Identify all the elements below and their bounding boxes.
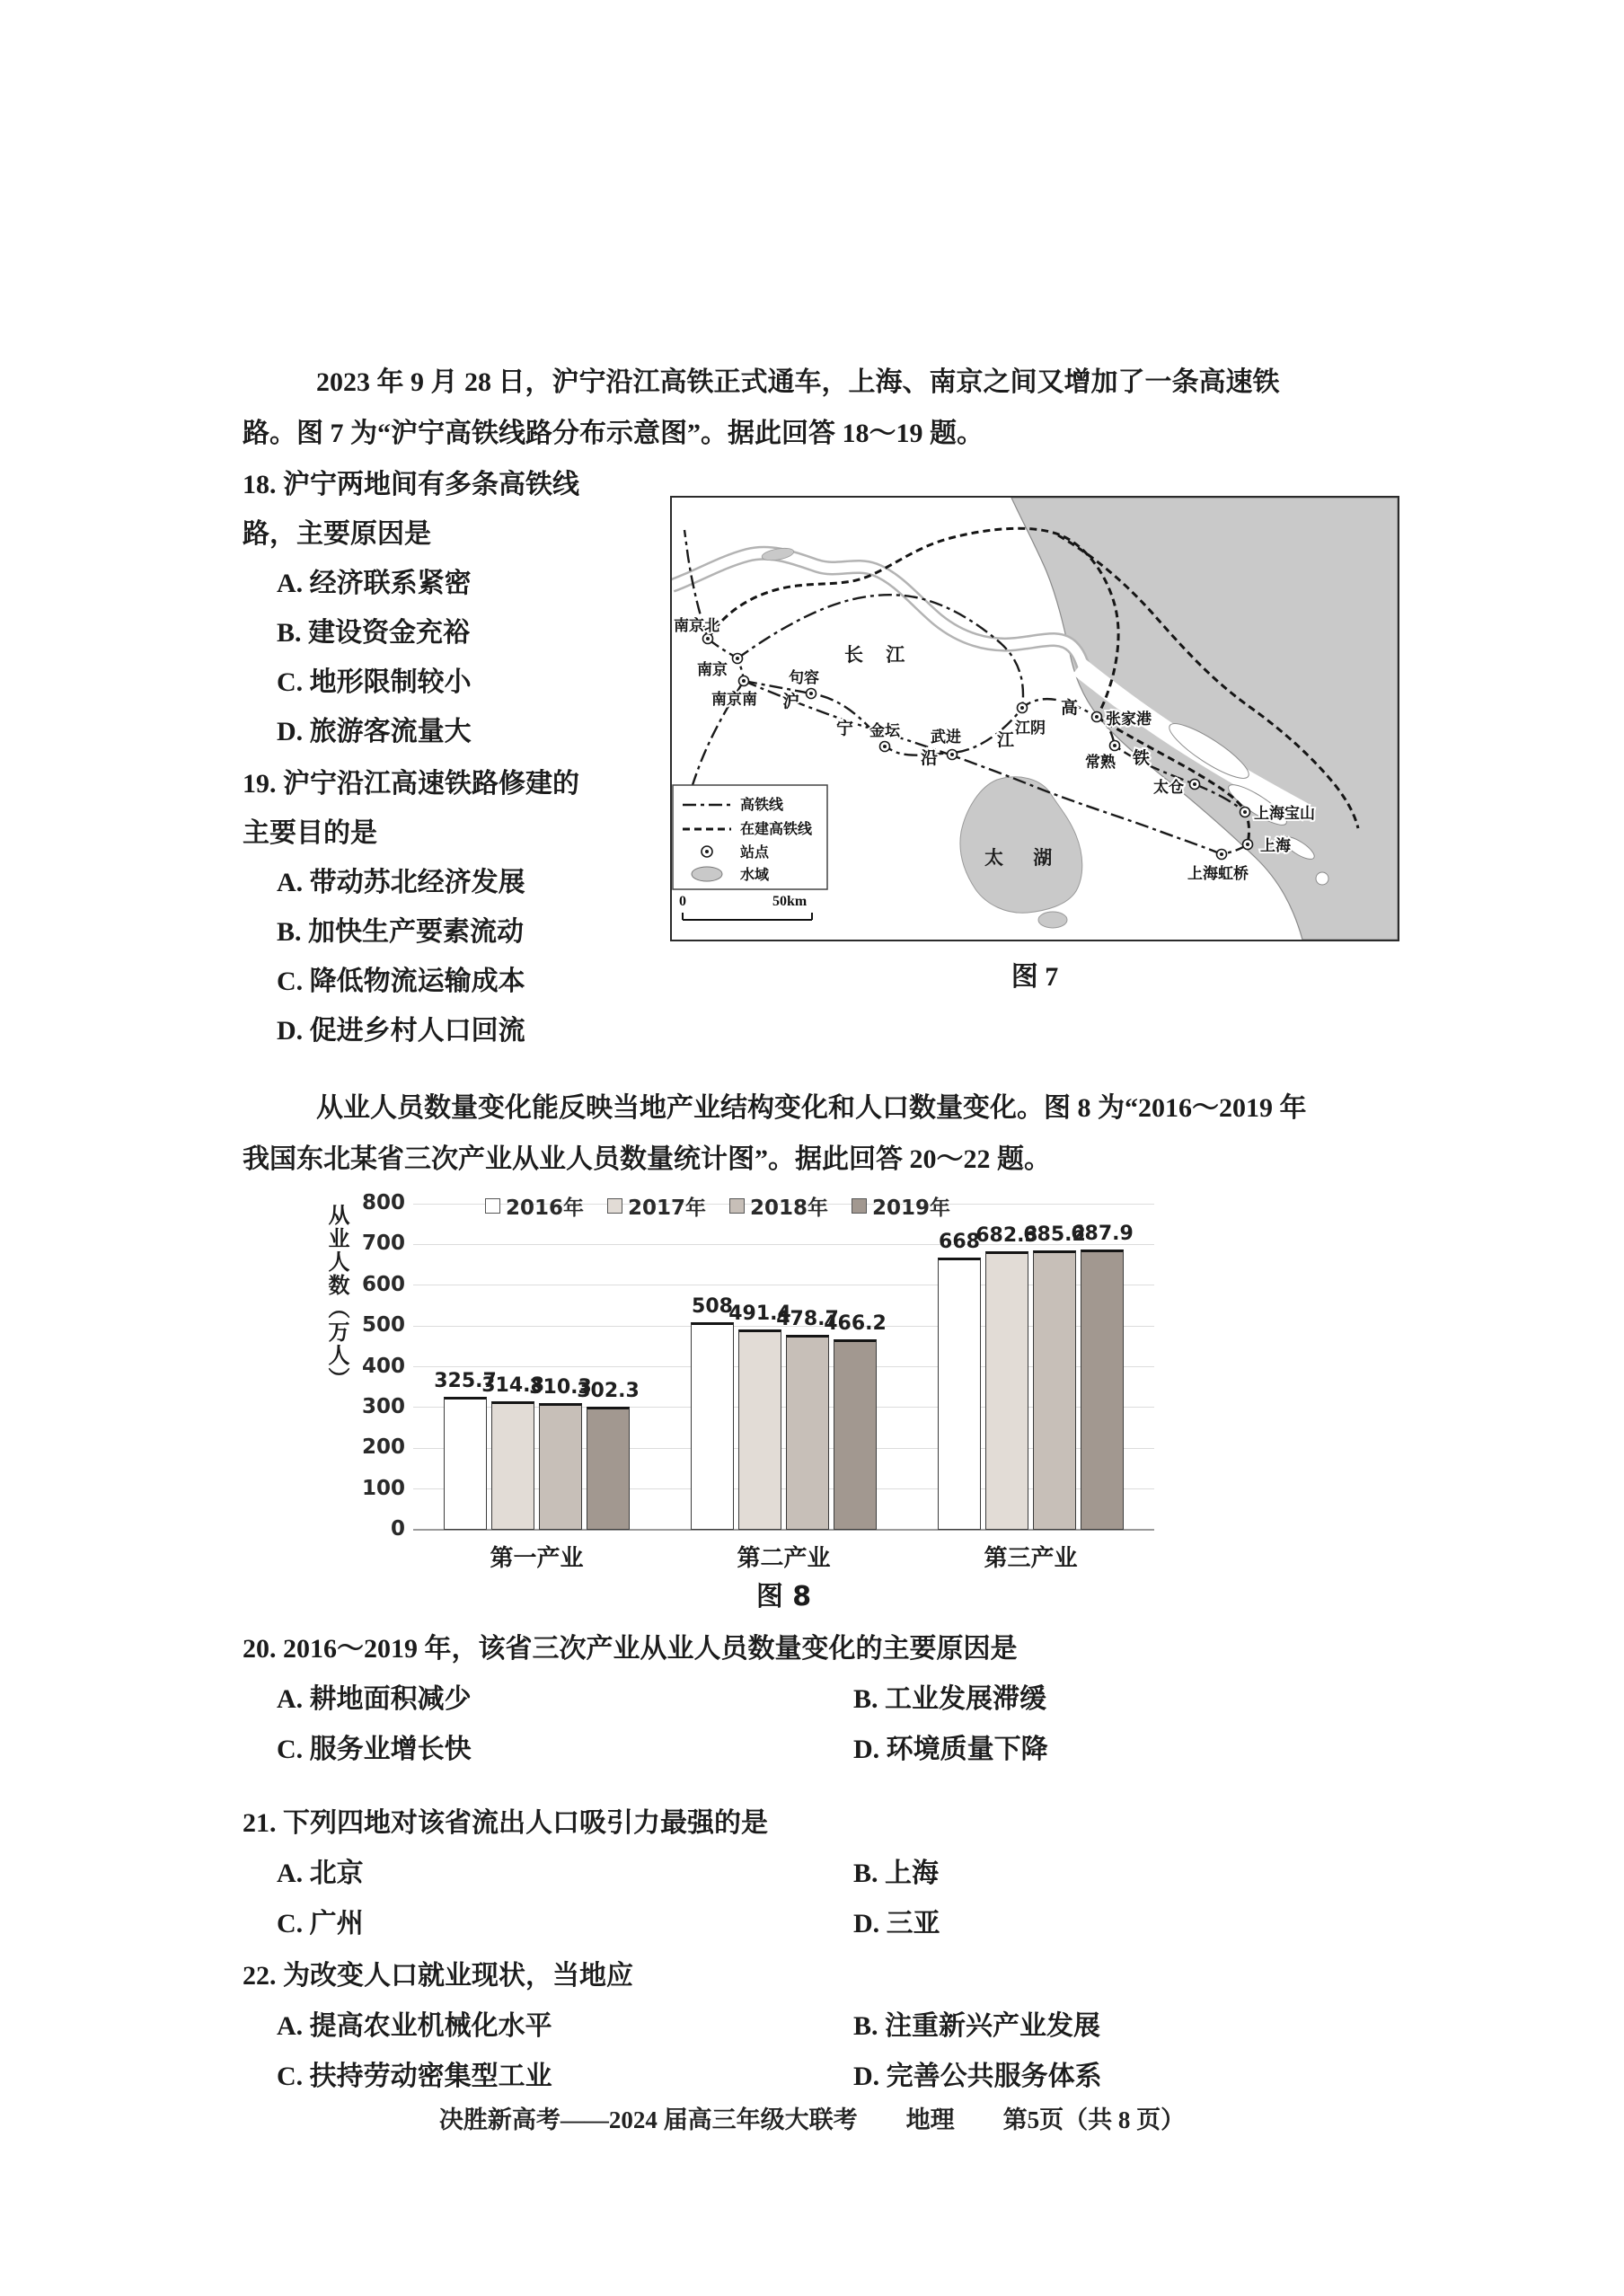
station-label: 南京北 [674,617,719,634]
bar [1081,1250,1124,1530]
answer-option: C. 降低物流运输成本 [277,967,525,996]
station-label: 句容 [789,669,819,686]
answer-option: C. 扶持劳动密集型工业 [277,2062,552,2091]
map-station [711,676,757,709]
question-20-options [243,1674,1419,1775]
bar [587,1407,630,1530]
legend-series-label: 2016年 [506,1197,585,1220]
legend-series-label: 2018年 [750,1197,829,1220]
answer-option: D. 三亚 [853,1909,940,1938]
legend-series-label: 2019年 [872,1197,951,1220]
question-22-stem: 22. 为改变人口就业现状，当地应 [243,1961,633,1991]
legend-label: 在建高铁线 [740,822,813,837]
station-label: 上海 [1260,837,1291,854]
page-footer: 决胜新高考——2024 届高三年级大联考 地理 第5页（共 8 页） [438,2106,1186,2133]
chart-legend-item [729,1191,828,1221]
answer-option-row [243,2001,1419,2052]
river-label: 长 江 [844,644,914,666]
question-22 [243,1951,1419,2102]
bar-value-label: 302.3 [577,1379,640,1402]
question-18-options [243,559,666,756]
chart-y-tick: 100 [361,1476,405,1500]
chart-legend [485,1191,950,1221]
bar [738,1329,781,1530]
question-22-options [243,2001,1419,2102]
station-label: 太仓 [1153,779,1184,796]
bar [444,1397,487,1530]
answer-option: B. 工业发展滞缓 [853,1684,1047,1714]
chart-category-label: 第二产业 [737,1545,831,1571]
answer-option: B. 加快生产要素流动 [277,917,525,947]
station-label: 上海虹桥 [1187,865,1249,882]
text-line: 路，主要原因是 [243,519,431,549]
rail-line-name-char: 高 [1061,699,1079,718]
station-label: 金坛 [869,722,900,739]
intro-paragraph-industry [243,1082,1410,1185]
figure-7-rail-map [670,496,1399,941]
chart-y-tick: 0 [390,1517,405,1541]
answer-option: D. 旅游客流量大 [277,717,472,746]
bar [691,1322,734,1530]
chart-y-tick: 400 [361,1354,405,1378]
rail-line-name-char: 江 [997,731,1015,750]
chart-y-axis-label: 从业人数（万人） [324,1204,348,1391]
bar [938,1258,981,1530]
station-label: 武进 [931,729,961,746]
answer-option-row [243,1725,1419,1775]
chart-legend-item [852,1191,950,1221]
bar [539,1403,582,1530]
station-label: 上海宝山 [1254,805,1315,822]
chart-y-tick: 300 [361,1394,405,1418]
map-station [1187,850,1249,883]
map-station [1085,741,1120,772]
station-label: 常熟 [1085,754,1116,771]
rail-line-name-char: 沿 [921,749,939,768]
bar-value-label: 325.7 [434,1370,497,1393]
scale-distance: 50km [772,894,808,909]
bar [834,1339,877,1530]
map-scale-bar [679,894,812,920]
bar-value-label: 310.3 [529,1376,592,1400]
legend-swatch-icon [729,1198,745,1214]
text-line: 从业人员数量变化能反映当地产业结构变化和人口数量变化。图 8 为“2016～2019 年 [316,1093,1307,1123]
map-station [1015,703,1046,737]
answer-option: A. 耕地面积减少 [277,1684,472,1714]
answer-option: B. 建设资金充裕 [277,618,471,648]
lake-label: 太 湖 [984,847,1065,869]
chart-y-tick: 800 [361,1191,405,1214]
chart-y-tick: 700 [361,1232,405,1256]
question-18 [243,460,666,756]
answer-option: C. 服务业增长快 [277,1735,472,1764]
text-line: 路。图 7 为“沪宁高铁线路分布示意图”。据此回答 18～19 题。 [243,419,984,448]
legend-water-sample [692,867,722,881]
answer-option: A. 提高农业机械化水平 [277,2011,552,2041]
chart-legend-item [607,1191,706,1221]
bar [491,1401,534,1530]
bar [1033,1250,1076,1530]
bar-value-label: 685.2 [1023,1223,1086,1247]
answer-option: A. 带动苏北经济发展 [277,868,525,897]
figure-8-caption: 图 8 [755,1581,812,1612]
station-label: 南京南 [711,691,757,708]
scale-zero: 0 [679,894,686,909]
answer-option-row [243,1899,1419,1949]
rail-line-name-char: 铁 [1133,749,1151,768]
question-19 [243,759,666,1055]
answer-option: A. 经济联系紧密 [277,569,472,598]
chart-category-label: 第一产业 [490,1545,584,1571]
legend-label: 站点 [740,845,770,861]
question-19-options [243,858,666,1055]
question-21-stem: 21. 下列四地对该省流出人口吸引力最强的是 [243,1808,768,1838]
bar-value-label: 314.8 [481,1374,544,1398]
taihu-lake-south [1038,912,1067,928]
bar-value-label: 687.9 [1071,1222,1134,1245]
bar-value-label: 682.3 [975,1224,1038,1248]
bar [985,1251,1028,1530]
chart-legend-item [485,1191,584,1221]
station-label: 南京 [697,661,728,678]
answer-option-row [243,2052,1419,2102]
rail-map-svg [672,498,1398,940]
answer-option: D. 完善公共服务体系 [853,2062,1102,2091]
text-line: 主要目的是 [243,818,377,848]
island-small [1316,872,1328,885]
figure-8-bar-chart [319,1184,1172,1617]
bar [786,1335,829,1530]
question-20-stem: 20. 2016～2019 年，该省三次产业从业人员数量变化的主要原因是 [243,1634,1018,1664]
figure-7-caption: 图 7 [1011,962,1059,992]
map-legend [673,785,827,889]
bar-value-label: 508 [692,1295,733,1319]
rail-line-name-char: 宁 [836,720,854,738]
chart-y-tick: 500 [361,1313,405,1338]
answer-option: C. 广州 [277,1909,364,1938]
legend-swatch-icon [485,1198,500,1214]
legend-swatch-icon [607,1198,622,1214]
question-20 [243,1624,1419,1775]
intro-paragraph-rail [243,357,1403,459]
answer-option-row [243,1849,1419,1899]
legend-series-label: 2017年 [628,1197,707,1220]
answer-option-row [243,1674,1419,1725]
bar-value-label: 466.2 [824,1312,887,1336]
map-station [697,654,743,679]
question-18-stem [243,460,666,559]
bar-value-label: 668 [939,1230,980,1253]
rail-line-name-char: 沪 [782,693,800,711]
text-line: 19. 沪宁沿江高速铁路修建的 [243,769,579,799]
answer-option: B. 上海 [853,1859,940,1888]
answer-option: D. 环境质量下降 [853,1735,1048,1764]
answer-option: B. 注重新兴产业发展 [853,2011,1101,2041]
map-station [869,721,901,752]
map-station [674,616,719,644]
scale-bar [683,913,812,920]
answer-option: C. 地形限制较小 [277,667,472,697]
answer-option: D. 促进乡村人口回流 [277,1016,525,1046]
answer-option: A. 北京 [277,1859,364,1888]
chart-category-label: 第三产业 [984,1545,1078,1571]
question-19-stem [243,759,666,858]
bar-value-label: 478.7 [776,1307,839,1330]
station-label: 张家港 [1106,711,1152,728]
question-21 [243,1798,1419,1949]
legend-swatch-icon [852,1198,867,1214]
bar-value-label: 491.4 [728,1303,791,1326]
question-21-options [243,1849,1419,1949]
chart-y-tick: 200 [361,1435,405,1460]
station-label: 江阴 [1015,720,1046,737]
chart-y-tick: 600 [361,1272,405,1296]
text-line: 我国东北某省三次产业从业人员数量统计图”。据此回答 20～22 题。 [243,1144,1051,1174]
legend-label: 高铁线 [740,798,784,813]
legend-label: 水域 [740,868,770,883]
text-line: 18. 沪宁两地间有多条高铁线 [243,470,579,499]
text-line: 2023 年 9 月 28 日，沪宁沿江高铁正式通车，上海、南京之间又增加了一条高速铁 [316,367,1280,397]
